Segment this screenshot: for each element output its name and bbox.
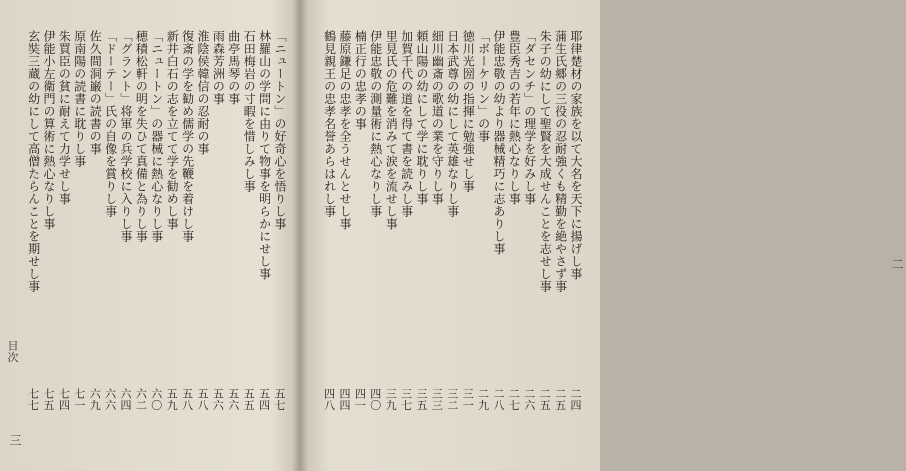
- toc-entry-page: 二五: [553, 388, 567, 411]
- toc-entry-title: 伊能忠敬の幼より器械精巧に志ありし事: [492, 30, 506, 255]
- toc-entry-page: 三二: [445, 388, 459, 411]
- toc-entry-title: 「ニュートン」の好奇心を悟りし事: [273, 30, 287, 230]
- toc-entry-title: 鶴見親王の忠孝名誉あらはれし事: [322, 30, 337, 218]
- toc-entry-title: 藤原鎌足の忠孝を全うせんとせし事: [338, 30, 352, 230]
- toc-entry-page: 四〇: [368, 388, 382, 411]
- toc-entry-title: 「ボーケリン」の事: [476, 30, 491, 143]
- toc-entry-title: 佐久間洞巌の読書の事: [88, 30, 103, 155]
- toc-entry-page: 三九: [384, 388, 398, 411]
- toc-entry-page: 三一: [461, 388, 475, 411]
- toc-entry-title: 「ニュートン」の器械に熱心なりし事: [149, 30, 164, 243]
- right-page: [304, 0, 904, 471]
- toc-entry-title: 耶律楚材の家族を以て大名を天下に揚げし事: [569, 30, 583, 280]
- toc-entry-title: 林羅山の学問に由りて物事を明らかにせし事: [257, 30, 272, 280]
- toc-entry-page: 五六: [226, 388, 240, 411]
- toc-entry-page: 六二: [134, 388, 148, 411]
- toc-entry-page: 五四: [257, 388, 271, 411]
- toc-entry-page: 七七: [26, 388, 40, 411]
- toc-entry-page: 五九: [165, 388, 179, 411]
- toc-entry-title: 新井白石の志を立てて学を勧めし事: [165, 30, 180, 230]
- toc-entry-page: 五八: [196, 388, 209, 411]
- toc-entry-page: 四八: [322, 388, 336, 411]
- toc-entry-title: 里見氏の危難を消みて涙を流せし事: [384, 30, 399, 230]
- toc-entry-page: 七五: [42, 388, 55, 411]
- toc-entry-title: 朱買臣の貧に耐えて力学せし事: [57, 30, 72, 205]
- toc-entry-title: 「グラント」将軍の兵学校に入りし事: [119, 30, 133, 243]
- toc-entry-page: 五五: [242, 388, 256, 411]
- toc-entry-page: 六九: [88, 388, 102, 411]
- toc-entry-title: 石田梅岩の寸暇を惜しみし事: [242, 30, 257, 193]
- toc-entry-page: 四一: [353, 388, 367, 411]
- toc-entry-title: 原南陽の読書に耽りし事: [72, 30, 87, 168]
- toc-entry-page: 七一: [72, 388, 86, 411]
- page-number-left: 三: [8, 434, 22, 446]
- toc-entry-page: 六〇: [149, 388, 163, 411]
- toc-entry-title: 穂積松軒の明を失ひて真備と為りし事: [134, 30, 149, 243]
- toc-entry-title: 日本武尊の幼にして英雄なりし事: [445, 30, 460, 218]
- toc-entry-title: 雨森芳洲の事: [211, 30, 226, 105]
- toc-entry-title: 楠正行の忠孝の事: [353, 30, 368, 130]
- toc-entry-title: 伊能小左衛門の算術に熱心なりし事: [42, 30, 56, 230]
- toc-entry-page: 二六: [522, 388, 536, 411]
- toc-entry-page: 二七: [507, 388, 521, 411]
- toc-entry-page: 五八: [180, 388, 194, 411]
- toc-entry-title: 玄奘三蔵の幼にして高僧たらんことを期せし事: [26, 30, 41, 293]
- left-page: [0, 0, 296, 471]
- toc-entry-page: 七四: [57, 388, 71, 411]
- toc-entry-page: 二九: [476, 388, 490, 411]
- toc-entry-title: 「ダセンチ」の理学を好みし事: [522, 30, 537, 205]
- toc-entry-page: 四四: [338, 388, 351, 411]
- toc-entry-page: 五七: [273, 388, 286, 411]
- running-header: 目次: [6, 340, 19, 363]
- toc-entry-page: 二四: [569, 388, 582, 411]
- toc-entry-page: 二五: [538, 388, 552, 411]
- toc-entry-page: 二八: [492, 388, 505, 411]
- toc-entry-page: 六六: [103, 388, 117, 411]
- toc-entry-title: 頼山陽の幼にして学に耽りし事: [415, 30, 429, 205]
- toc-entry-page: 三三: [430, 388, 444, 411]
- toc-entry-title: 伊能忠敬の測量術に熱心なりし事: [368, 30, 383, 218]
- toc-entry-title: 豊臣秀吉の若年に熱心なりし事: [507, 30, 522, 205]
- toc-entry-title: 朱子の幼にして聖賢を大成せんことを志せし事: [538, 30, 553, 293]
- toc-entry-title: 「ドーテー」氏の自像を賞りし事: [103, 30, 118, 218]
- page-number-right: 二: [890, 258, 904, 270]
- toc-entry-page: 三七: [399, 388, 413, 411]
- toc-entry-title: 細川幽斎の歌道の業を守りし事: [430, 30, 445, 205]
- toc-entry-title: 蒲生氏郷の三役の忍耐強くも精勤を絶やさず事: [553, 30, 568, 293]
- toc-entry-page: 六四: [119, 388, 132, 411]
- toc-entry-title: 淮陰侯韓信の忍耐の事: [196, 30, 210, 155]
- toc-entry-page: 三五: [415, 388, 428, 411]
- toc-entry-title: 曲亭馬琴の事: [226, 30, 241, 105]
- toc-entry-page: 五六: [211, 388, 225, 411]
- toc-entry-title: 復斎の学を勧め儒学の先鞭を着けし事: [180, 30, 195, 243]
- toc-entry-title: 徳川光圀の指揮に勉強せし事: [461, 30, 476, 193]
- toc-entry-title: 加賀千代の道を得て書を読みし事: [399, 30, 414, 218]
